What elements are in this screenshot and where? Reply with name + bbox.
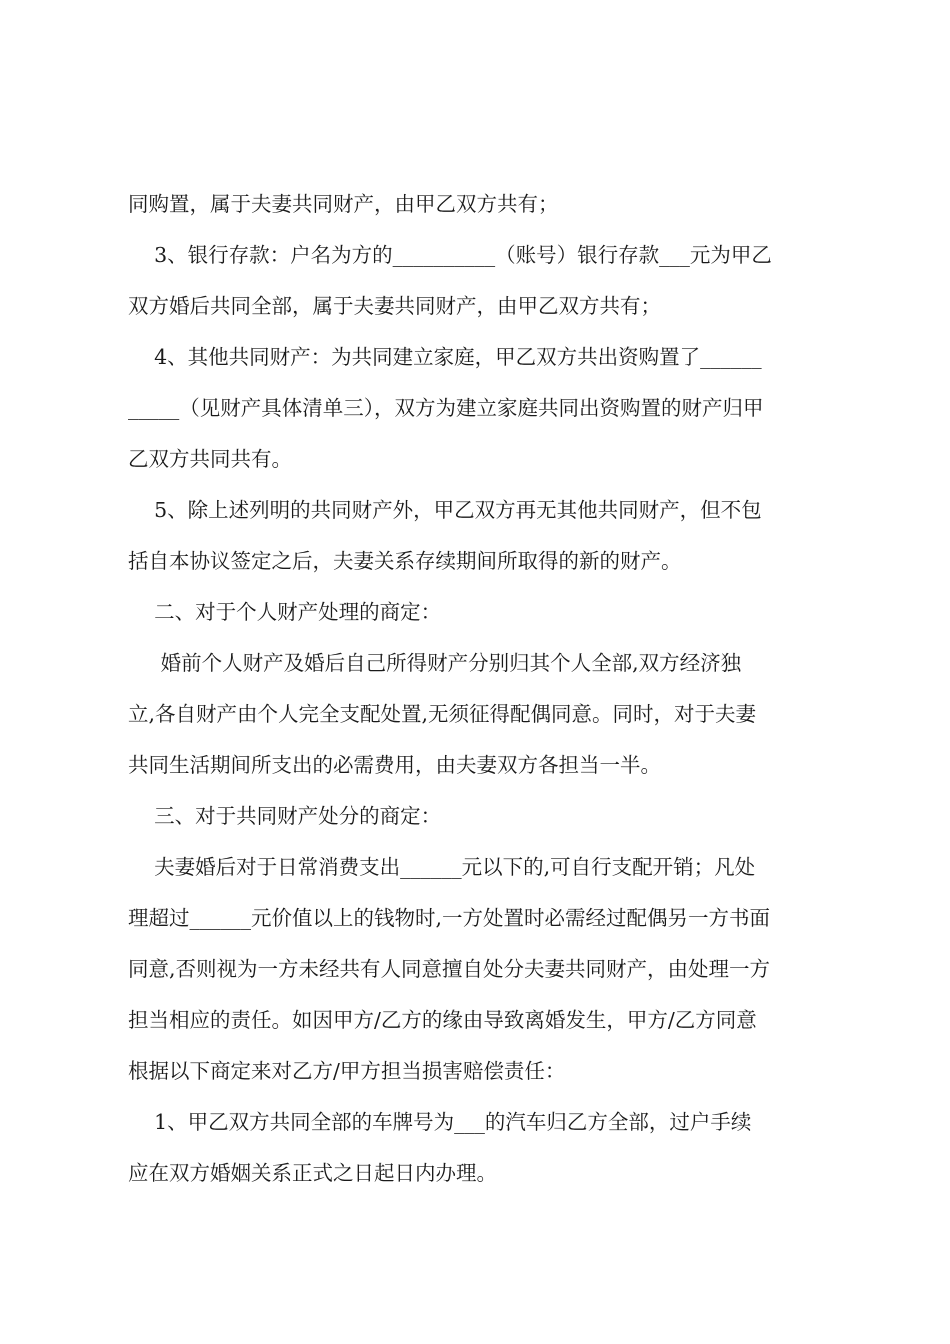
section-heading: 二、对于个人财产处理的商定：	[128, 600, 442, 624]
text-line: _____（见财产具体清单三），双方为建立家庭共同出资购置的财产归甲	[128, 396, 764, 420]
text-line: 夫妻婚后对于日常消费支出______元以下的,可自行支配开销；凡处	[128, 855, 756, 879]
text-line: 同购置，属于夫妻共同财产，由甲乙双方共有；	[128, 192, 559, 216]
text-line: 1、甲乙双方共同全部的车牌号为___的汽车归乙方全部，过户手续	[128, 1110, 752, 1134]
text-line: 5、除上述列明的共同财产外，甲乙双方再无其他共同财产，但不包	[128, 498, 762, 522]
text-line: 应在双方婚姻关系正式之日起日内办理。	[128, 1161, 497, 1185]
text-line: 理超过______元价值以上的钱物时,一方处置时必需经过配偶另一方书面	[128, 906, 771, 930]
text-line: 担当相应的责任。如因甲方/乙方的缘由导致离婚发生，甲方/乙方同意	[128, 1008, 757, 1032]
text-line: 括自本协议签定之后，夫妻关系存续期间所取得的新的财产。	[128, 549, 682, 573]
text-line: 同意,否则视为一方未经共有人同意擅自处分夫妻共同财产，由处理一方	[128, 957, 771, 981]
text-line: 3、银行存款：户名为方的__________（账号）银行存款___元为甲乙	[128, 243, 772, 267]
text-line: 婚前个人财产及婚后自己所得财产分别归其个人全部,双方经济独	[128, 651, 742, 675]
text-line: 共同生活期间所支出的必需费用，由夫妻双方各担当一半。	[128, 753, 661, 777]
text-line: 4、其他共同财产：为共同建立家庭，甲乙双方共出资购置了______	[128, 345, 762, 369]
text-line: 立,各自财产由个人完全支配处置,无须征得配偶同意。同时，对于夫妻	[128, 702, 757, 726]
text-line: 乙双方共同共有。	[128, 447, 292, 471]
section-heading: 三、对于共同财产处分的商定：	[128, 804, 442, 828]
text-line: 根据以下商定来对乙方/甲方担当损害赔偿责任：	[128, 1059, 566, 1083]
text-line: 双方婚后共同全部，属于夫妻共同财产，由甲乙双方共有；	[128, 294, 661, 318]
